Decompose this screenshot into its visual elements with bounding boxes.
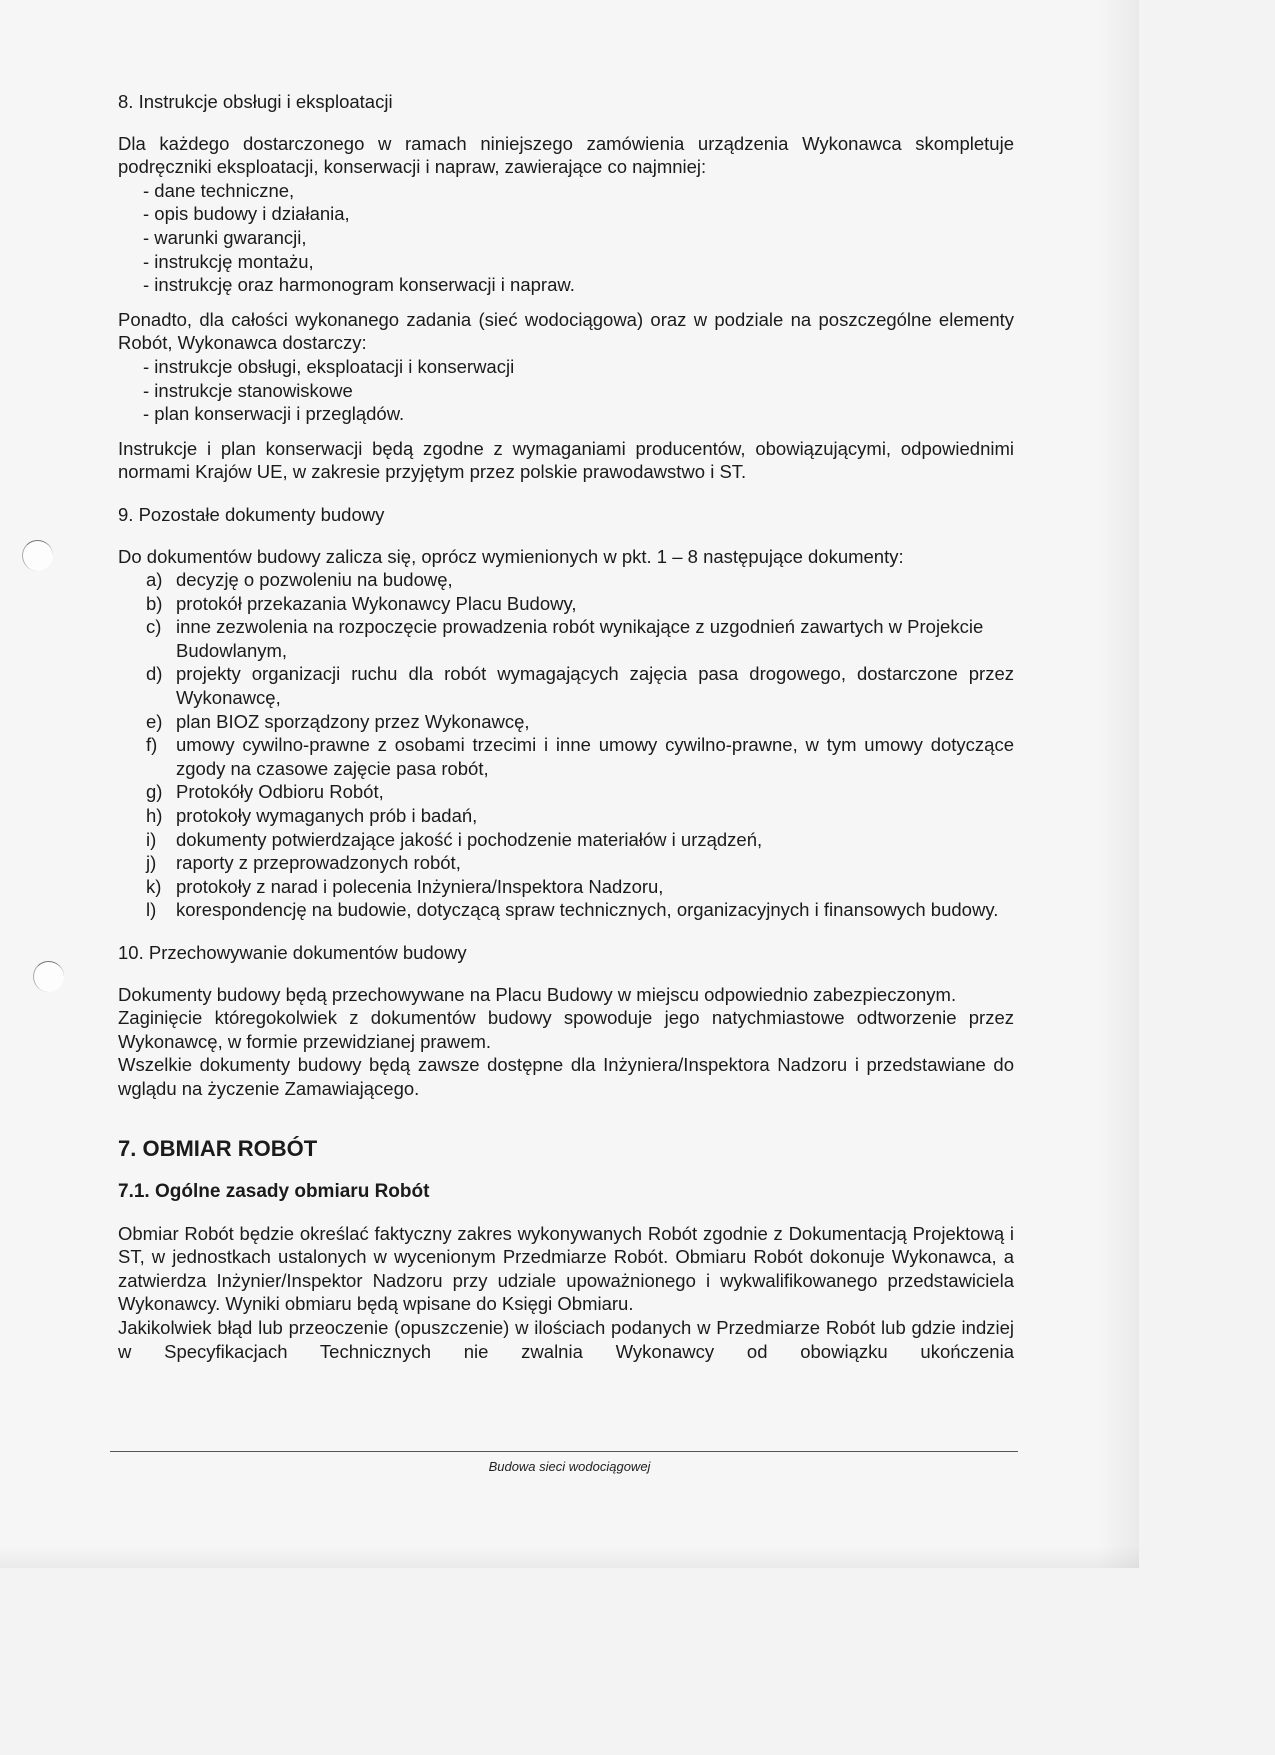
list-item-text: dokumenty potwierdzające jakość i pochodzenie materiałów i urządzeń, (176, 828, 763, 850)
list-item: - instrukcję oraz harmonogram konserwacji i napraw. (143, 274, 575, 296)
footer-title: Budowa sieci wodociągowej (488, 1459, 651, 1474)
list-item-label: l) (146, 899, 157, 921)
list-item: - instrukcje stanowiskowe (143, 379, 353, 401)
list-item-label: b) (146, 592, 163, 614)
list-item (118, 828, 1014, 852)
list-item-text: protokoły z narad i polecenia Inżyniera/Inspektora Nadzoru, (176, 875, 664, 897)
list-item (118, 592, 1014, 616)
section-10-heading: 10. Przechowywanie dokumentów budowy (118, 942, 467, 963)
list-item (118, 662, 1014, 709)
list-item-label: d) (146, 663, 163, 685)
list-item (118, 733, 1014, 780)
list-item: - plan konserwacji i przeglądów. (143, 403, 405, 425)
list-item-label: f) (146, 734, 158, 756)
list-item-label: i) (146, 828, 157, 850)
list-item-label: j) (146, 852, 157, 874)
list-item: - instrukcje obsługi, eksploatacji i konserwacji (143, 355, 515, 377)
list-item-text: raporty z przeprowadzonych robót, (176, 852, 461, 874)
list-item (118, 710, 1014, 734)
list-item-text: umowy cywilno-prawne z osobami trzecimi i inne umowy cywilno-prawne, w tym umowy dotyczące zgody na czasowe zajęcie pasa robót, (176, 734, 1014, 779)
list-item (118, 804, 1014, 828)
section-8-heading: 8. Instrukcje obsługi i eksploatacji (118, 91, 393, 112)
list-item (118, 898, 1014, 922)
section-10-paragraph-1: Dokumenty budowy będą przechowywane na Placu Budowy w miejscu odpowiednio zabezpieczonym. (118, 983, 957, 1005)
section-7-1-heading: 7.1. Ogólne zasady obmiaru Robót (118, 1180, 430, 1202)
list-item-label: e) (146, 710, 163, 732)
list-item: - warunki gwarancji, (143, 226, 307, 248)
list-item-text: Protokóły Odbioru Robót, (176, 781, 384, 803)
list-item (118, 615, 1014, 662)
list-item-text: plan BIOZ sporządzony przez Wykonawcę, (176, 710, 530, 732)
section-8-paragraph-3: Instrukcje i plan konserwacji będą zgodne z wymaganiami producentów, obowiązującymi, odpowiednimi normami Krajów UE, w zakresie przyjętym przez polskie prawodawstwo i ST. (118, 437, 1014, 483)
list-item-label: g) (146, 781, 163, 803)
list-item (118, 568, 1014, 592)
punch-hole-top (22, 540, 53, 571)
section-8-list-2 (118, 355, 1014, 426)
list-item-text: protokół przekazania Wykonawcy Placu Budowy, (176, 592, 577, 614)
punch-hole-bottom (33, 961, 64, 992)
list-item: - instrukcję montażu, (143, 250, 314, 272)
list-item-text: korespondencję na budowie, dotyczącą spraw technicznych, organizacyjnych i finansowych budowy. (176, 899, 999, 921)
list-item (118, 851, 1014, 875)
scan-bottom-shadow (0, 1546, 1139, 1568)
list-item (118, 780, 1014, 804)
section-8-intro: Dla każdego dostarczonego w ramach niniejszego zamówienia urządzenia Wykonawca skompletuje podręczniki eksploatacji, konserwacji i napraw, zawierające co najmniej: (118, 132, 1014, 178)
list-item: - dane techniczne, (143, 179, 295, 201)
list-item (118, 875, 1014, 899)
list-item-text: protokoły wymaganych prób i badań, (176, 805, 478, 827)
section-10-paragraph-2: Zaginięcie któregokolwiek z dokumentów budowy spowoduje jego natychmiastowe odtworzenie przez Wykonawcę, w formie przewidzianej prawem. (118, 1007, 1014, 1052)
list-item-label: h) (146, 805, 163, 827)
section-8-list-1 (118, 179, 1014, 297)
section-9-heading: 9. Pozostałe dokumenty budowy (118, 503, 385, 525)
list-item-text: inne zezwolenia na rozpoczęcie prowadzenia robót wynikające z uzgodnień zawartych w Projekcie Budowlanym, (176, 616, 984, 661)
footer-divider (110, 1451, 1018, 1452)
section-10-paragraph-3: Wszelkie dokumenty budowy będą zawsze dostępne dla Inżyniera/Inspektora Nadzoru i przedstawiane do wglądu na życzenie Zamawiającego. (118, 1054, 1014, 1099)
list-item: - opis budowy i działania, (143, 203, 350, 225)
list-item-label: c) (146, 616, 162, 638)
chapter-7-heading: 7. OBMIAR ROBÓT (118, 1135, 318, 1161)
chapter-7-paragraph-2: Jakikolwiek błąd lub przeoczenie (opuszczenie) w ilościach podanych w Przedmiarze Robót lub gdzie indziej w Specyfikacjach Technicznych nie zwalnia Wykonawcy od obowiązku ukończenia (118, 1316, 1014, 1362)
scan-edge-shadow (1097, 0, 1139, 1568)
list-item-text: projekty organizacji ruchu dla robót wymagających zajęcia pasa drogowego, dostarczone przez Wykonawcę, (176, 663, 1014, 709)
page-content (118, 86, 1014, 1363)
chapter-7-paragraph-1: Obmiar Robót będzie określać faktyczny zakres wykonywanych Robót zgodnie z Dokumentacją Projektową i ST, w jednostkach ustalonych w wycenionym Przedmiarze Robót. Obmiaru Robót dokonuje Wykonawca, a zatwierdza Inżynier/Inspektor Nadzoru przy udziale upoważnionego i wykwalifikowanego przedstawiciela Wykonawcy. Wyniki obmiaru będą wpisane do Księgi Obmiaru. (118, 1222, 1014, 1315)
section-9-list (118, 568, 1014, 922)
list-item-text: decyzję o pozwoleniu na budowę, (176, 569, 453, 591)
list-item-label: a) (146, 569, 163, 591)
section-8-paragraph-2: Ponadto, dla całości wykonanego zadania (sieć wodociągowa) oraz w podziale na poszczególne elementy Robót, Wykonawca dostarczy: (118, 308, 1014, 354)
list-item-label: k) (146, 875, 162, 897)
section-9-intro: Do dokumentów budowy zalicza się, oprócz wymienionych w pkt. 1 – 8 następujące dokumenty: (118, 545, 904, 567)
